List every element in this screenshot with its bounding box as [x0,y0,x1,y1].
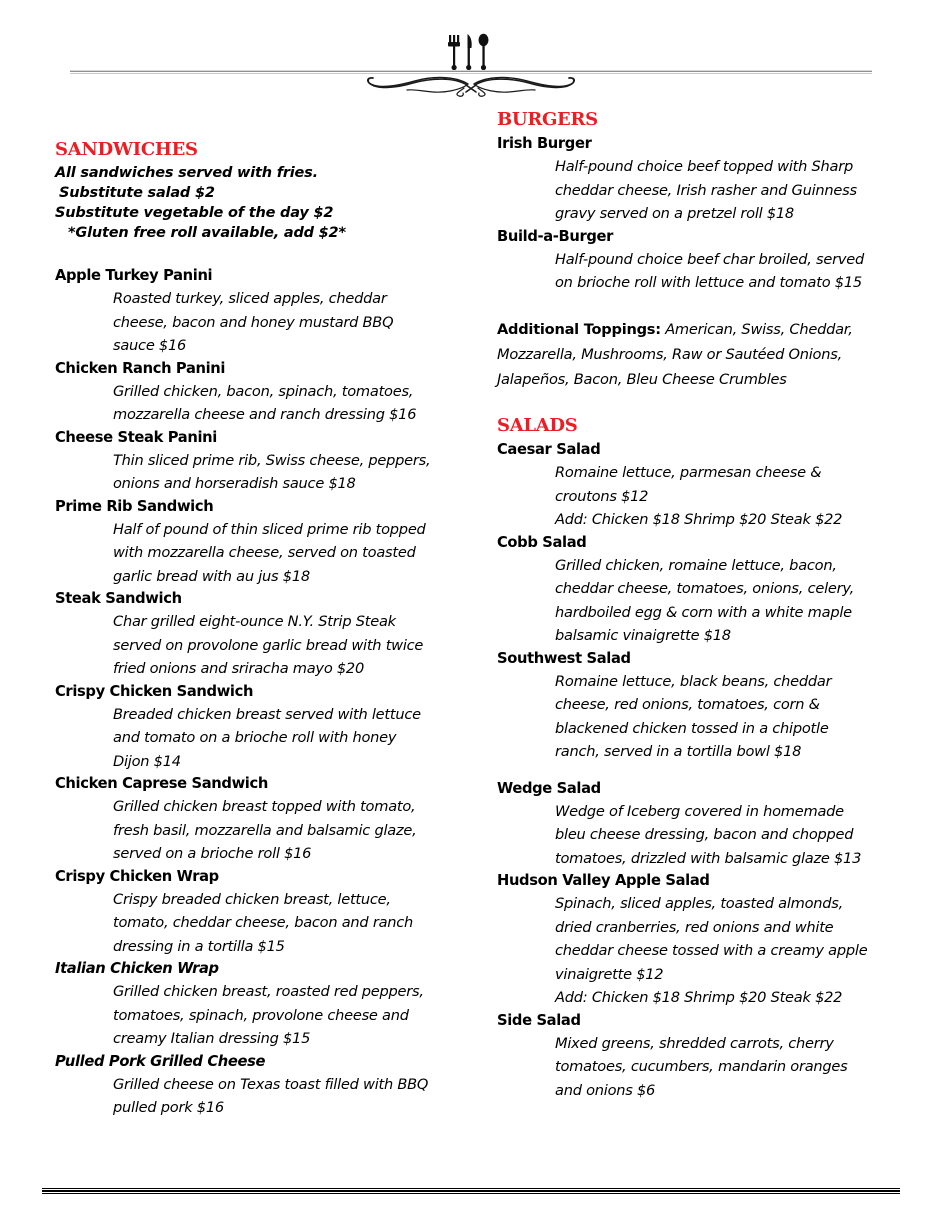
description-line: tomatoes, spinach, provolone cheese and [113,1006,409,1024]
menu-item [497,1010,892,1103]
menu-item-description [497,670,892,764]
sandwiches-column [55,134,455,1120]
footer-divider-rule [42,1188,900,1194]
description-line: Breaded chicken breast served with lettuce [113,705,421,723]
menu-item-name: Apple Turkey Panini [55,267,213,285]
description-line: cheese, bacon and honey mustard BBQ [113,313,394,331]
description-line: blackened chicken tossed in a chipotle [555,719,829,737]
description-line: Half-pound choice beef char broiled, served [555,250,864,268]
description-line: ranch, served in a tortilla bowl $18 [555,743,802,760]
menu-item-name: Caesar Salad [497,441,601,458]
menu-item-name: Build-a-Burger [497,227,614,245]
toppings-text: American, Swiss, Cheddar, [660,320,853,338]
description-line: Romaine lettuce, black beans, cheddar [555,672,832,690]
menu-item-description [55,518,455,589]
description-line: Wedge of Iceberg covered in homemade [555,802,844,820]
menu-item [55,358,455,427]
menu-item-name: Wedge Salad [497,779,601,797]
section-heading-burgers: burgers [497,102,598,131]
description-line: Char grilled eight-ounce N.Y. Strip Steak [113,613,396,631]
description-line: onions and horseradish sauce $18 [113,475,356,493]
description-line: cheddar cheese, tomatoes, onions, celery, [555,580,854,597]
description-line: hardboiled egg & corn with a white maple [555,603,852,621]
description-line: served on provolone garlic bread with twice [113,636,424,654]
menu-item-name: Pulled Pork Grilled Cheese [55,1052,266,1070]
menu-item-description [55,703,455,774]
description-line: cheddar cheese, Irish rasher and Guinness [555,181,857,199]
description-line: tomatoes, drizzled with balsamic glaze $13 [555,849,862,867]
description-line: dried cranberries, red onions and white [555,918,834,936]
description-line: Dijon $14 [113,752,181,770]
utensils-icon [441,29,501,73]
description-line: with mozzarella cheese, served on toasted [113,544,416,562]
burgers-item-list [497,133,892,295]
intro-line: Substitute salad $2 [59,185,215,202]
description-line: fresh basil, mozzarella and balsamic glaze, [113,821,417,839]
menu-item [497,226,892,295]
description-line: vinaigrette $12 [555,965,664,983]
menu-item [55,496,455,589]
menu-item [497,133,892,226]
menu-item-name: Steak Sandwich [55,590,182,608]
menu-item-description [497,248,892,295]
description-line: Half-pound choice beef topped with Sharp [555,158,853,176]
menu-item [497,648,892,764]
description-line: dressing in a tortilla $15 [113,937,285,955]
section-heading-sandwiches: sandwiches [55,132,198,161]
description-line: on brioche roll with lettuce and tomato $15 [555,274,862,292]
menu-item-description [55,888,455,959]
description-line: Crispy breaded chicken breast, lettuce, [113,890,391,908]
description-line: Grilled chicken breast, roasted red peppers, [113,983,424,1001]
menu-item-name: Chicken Caprese Sandwich [55,775,268,793]
description-line: Half of pound of thin sliced prime rib topped [113,520,426,538]
menu-item [497,439,892,532]
description-line: cheddar cheese tossed with a creamy apple [555,942,868,959]
menu-item-name: Chicken Ranch Panini [55,359,226,377]
description-line: pulled pork $16 [113,1099,224,1117]
menu-item-name: Prime Rib Sandwich [55,497,214,515]
menu-item-description [497,1032,892,1103]
menu-item-description [55,795,455,866]
menu-item-name: Southwest Salad [497,649,631,667]
description-line: Spinach, sliced apples, toasted almonds, [555,895,844,912]
menu-item [497,870,892,1010]
menu-item-name: Crispy Chicken Wrap [55,867,219,885]
description-line: gravy served on a pretzel roll $18 [555,205,794,223]
menu-item-description [497,461,892,532]
description-line: cheese, red onions, tomatoes, corn & [555,696,820,713]
menu-item-name: Cheese Steak Panini [55,428,217,446]
description-line: served on a brioche roll $16 [113,845,312,863]
description-line: balsamic vinaigrette $18 [555,627,731,644]
menu-item-name: Cobb Salad [497,533,587,551]
description-line: Grilled chicken, bacon, spinach, tomatoes, [113,382,414,400]
header-ornament [0,0,942,108]
description-line: sauce $16 [113,337,187,355]
description-line: Grilled chicken, romaine lettuce, bacon, [555,556,837,574]
menu-item-description [497,554,892,648]
menu-item [55,1051,455,1120]
description-line: garlic bread with au jus $18 [113,567,310,585]
description-line: bleu cheese dressing, bacon and chopped [555,826,854,843]
description-line: and tomato on a brioche roll with honey [113,729,397,747]
menu-item-description [497,155,892,226]
description-line: creamy Italian dressing $15 [113,1030,311,1048]
menu-item-description [55,287,455,358]
menu-item-description [55,1073,455,1120]
menu-item-name: Irish Burger [497,135,592,153]
toppings-line: Jalapeños, Bacon, Bleu Cheese Crumbles [497,370,787,388]
menu-item [55,773,455,866]
menu-item [497,532,892,648]
description-line: Thin sliced prime rib, Swiss cheese, peppers, [113,451,431,469]
menu-item [497,778,892,871]
toppings-line: Mozzarella, Mushrooms, Raw or Sautéed Onions, [497,345,842,363]
burgers-salads-column [497,104,892,1102]
menu-item [55,265,455,358]
menu-item-description [55,980,455,1051]
toppings-label: Additional Toppings: [497,320,661,338]
toppings-line [497,317,892,342]
menu-item-name: Side Salad [497,1011,581,1029]
description-line: Add: Chicken $18 Shrimp $20 Steak $22 [555,511,843,528]
salads-item-list [497,439,892,1102]
menu-item-description [497,892,892,1010]
menu-item [55,588,455,681]
menu-item [55,427,455,496]
description-line: croutons $12 [555,487,649,505]
menu-item [55,681,455,774]
menu-item-description [497,800,892,871]
sandwiches-intro [55,163,455,243]
menu-item-name: Italian Chicken Wrap [55,960,219,978]
menu-item-name: Crispy Chicken Sandwich [55,682,254,700]
menu-item-description [55,610,455,681]
menu-item-description [55,380,455,427]
description-line: Grilled chicken breast topped with tomato, [113,798,416,816]
description-line: fried onions and sriracha mayo $20 [113,660,364,678]
menu-item [55,958,455,1051]
description-line: Roasted turkey, sliced apples, cheddar [113,290,387,308]
sandwiches-item-list [55,265,455,1120]
menu-item-description [55,449,455,496]
description-line: and onions $6 [555,1081,656,1099]
description-line: mozzarella cheese and ranch dressing $16 [113,406,417,424]
description-line: Romaine lettuce, parmesan cheese & [555,464,822,481]
intro-line: All sandwiches served with fries. [55,165,318,182]
additional-toppings [497,317,892,392]
description-line: tomato, cheddar cheese, bacon and ranch [113,914,414,932]
description-line: Mixed greens, shredded carrots, cherry [555,1034,834,1052]
intro-line: *Gluten free roll available, add $2* [68,225,346,242]
menu-item [55,866,455,959]
section-heading-salads: salads [497,407,578,437]
menu-item-name: Hudson Valley Apple Salad [497,872,710,889]
intro-line: Substitute vegetable of the day $2 [55,205,334,222]
description-line: Grilled cheese on Texas toast filled with BBQ [113,1075,429,1093]
flourish-ornament [355,72,587,100]
description-line: Add: Chicken $18 Shrimp $20 Steak $22 [555,989,843,1006]
description-line: tomatoes, cucumbers, mandarin oranges [555,1058,848,1075]
